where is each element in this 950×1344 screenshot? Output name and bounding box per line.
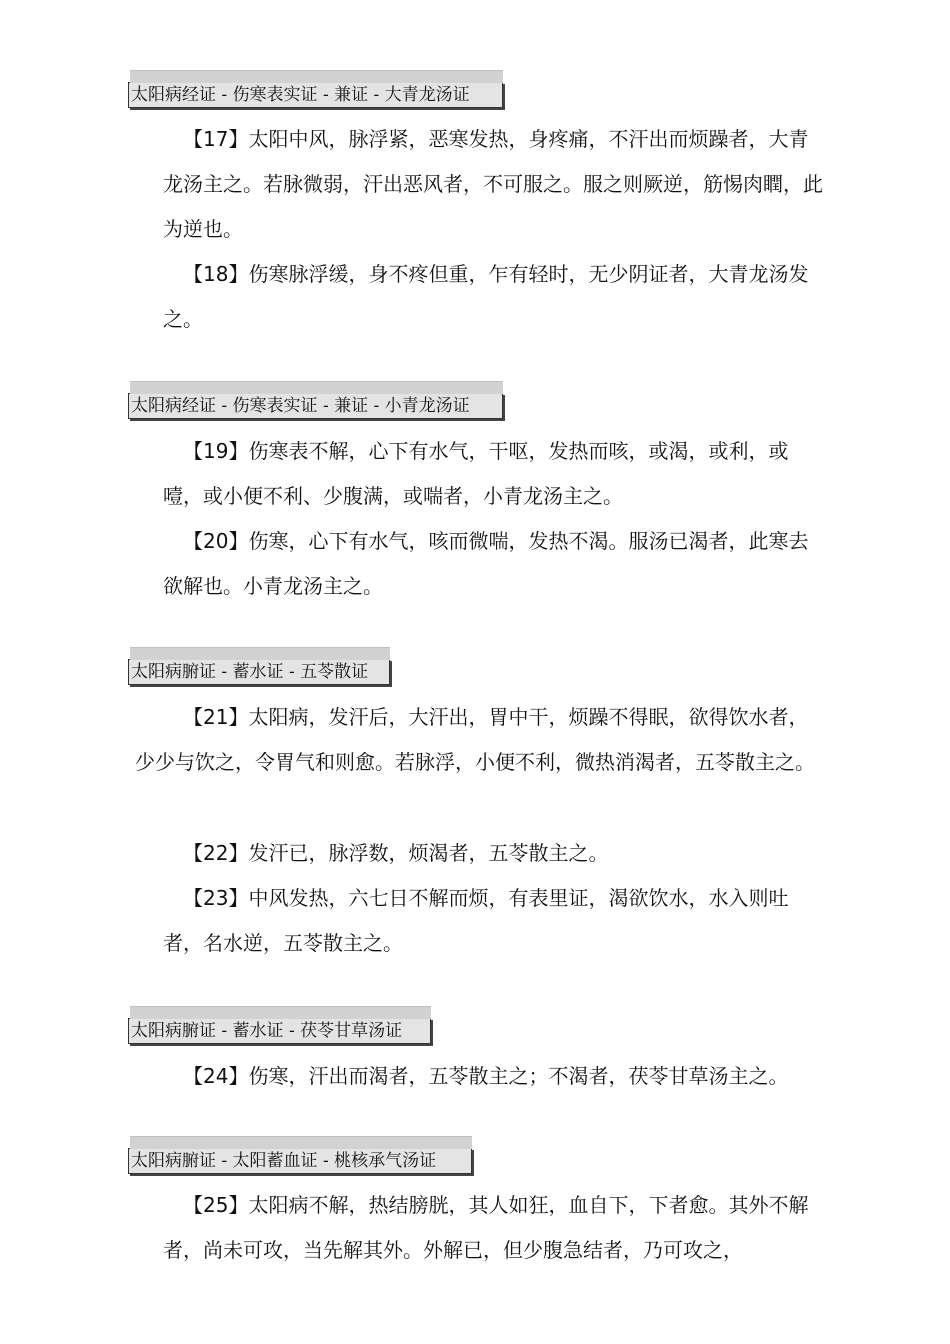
clause-paragraph: 【22】发汗已，脉浮数，烦渴者，五苓散主之。 (183, 841, 609, 865)
section-header: 太阳病腑证 - 太阳蓄血证 - 桃核承气汤证 (128, 1148, 472, 1174)
clause-paragraph: 【23】中风发热，六七日不解而烦，有表里证，渴欲饮水，水入则吐者，名水逆，五苓散主之。 (163, 886, 789, 955)
clause-paragraph: 【17】太阳中风，脉浮紧，恶寒发热，身疼痛，不汗出而烦躁者，大青龙汤主之。若脉微弱，汗出恶风者，不可服之。服之则厥逆，筋惕肉瞤，此为逆也。 (163, 127, 823, 241)
clause-paragraph: 【19】伤寒表不解，心下有水气，干呕，发热而咳，或渴，或利，或噎，或小便不利、少腹满，或喘者，小青龙汤主之。 (163, 439, 789, 508)
section-header: 太阳病腑证 - 蓄水证 - 五苓散证 (128, 659, 390, 685)
clause-paragraph: 【25】太阳病不解，热结膀胱，其人如狂，血自下，下者愈。其外不解者，尚未可攻，当先解其外。外解已，但少腹急结者，乃可攻之， (163, 1193, 809, 1262)
clause-paragraph: 【18】伤寒脉浮缓，身不疼但重，乍有轻时，无少阴证者，大青龙汤发之。 (163, 262, 809, 331)
clause-paragraph: 【24】伤寒，汗出而渴者，五苓散主之；不渴者，茯苓甘草汤主之。 (183, 1064, 789, 1088)
clause-paragraph: 【21】太阳病，发汗后，大汗出，胃中干，烦躁不得眠，欲得饮水者，少少与饮之，令胃气和则愈。若脉浮，小便不利，微热消渴者，五苓散主之。 (135, 705, 815, 774)
section-header: 太阳病腑证 - 蓄水证 - 茯苓甘草汤证 (128, 1018, 431, 1044)
section-header: 太阳病经证 - 伤寒表实证 - 兼证 - 小青龙汤证 (128, 393, 503, 419)
clause-paragraph: 【20】伤寒，心下有水气，咳而微喘，发热不渴。服汤已渴者，此寒去欲解也。小青龙汤主之。 (163, 529, 809, 598)
section-header: 太阳病经证 - 伤寒表实证 - 兼证 - 大青龙汤证 (128, 82, 503, 108)
